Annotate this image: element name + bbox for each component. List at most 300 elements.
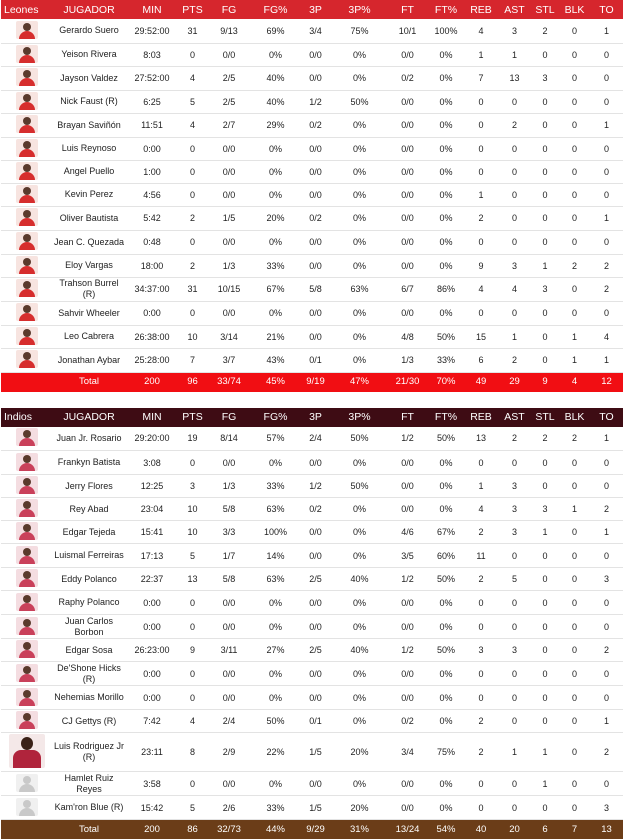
total-stat-cell: 200 (125, 820, 179, 839)
stat-cell: 0 (498, 451, 531, 475)
stat-cell: 3 (590, 568, 623, 591)
stat-cell: 3/14 (206, 325, 252, 348)
stat-cell: 2/5 (299, 639, 332, 662)
stat-cell: 10/1 (387, 19, 428, 43)
stat-cell: 1 (498, 733, 531, 772)
stat-cell: 0/0 (206, 662, 252, 686)
stat-cell: 29% (252, 113, 299, 137)
player-name[interactable]: Jerry Flores (53, 475, 125, 498)
stat-cell: 0/1 (299, 710, 332, 733)
player-photo-icon (16, 303, 38, 321)
player-name[interactable]: Luis Rodriguez Jr (R) (53, 733, 125, 772)
stat-cell: 3/5 (387, 544, 428, 568)
total-row (1, 372, 623, 392)
stat-cell: 0/0 (387, 254, 428, 277)
column-header-min[interactable]: MIN (125, 408, 179, 427)
stat-cell: 3/4 (387, 733, 428, 772)
stat-cell: 0 (590, 183, 623, 206)
stat-cell: 3 (498, 254, 531, 277)
stat-cell: 0 (179, 662, 206, 686)
stat-cell: 1 (531, 733, 559, 772)
stat-cell: 0/2 (299, 113, 332, 137)
stat-cell: 0/0 (387, 113, 428, 137)
player-name[interactable]: Luis Reynoso (53, 137, 125, 160)
stat-cell: 40% (252, 66, 299, 90)
stat-cell: 10 (179, 498, 206, 521)
stat-cell: 7 (464, 66, 498, 90)
stat-cell: 0:00 (125, 686, 179, 710)
stat-cell: 3/7 (206, 348, 252, 372)
player-photo-cell (1, 427, 53, 451)
total-stat-cell: 20 (498, 820, 531, 839)
stat-cell: 0% (332, 686, 387, 710)
player-photo-cell (1, 772, 53, 796)
total-stat-cell: 49 (464, 372, 498, 392)
total-spacer (1, 820, 53, 839)
player-name[interactable]: Edgar Tejeda (53, 521, 125, 544)
player-name[interactable]: Oliver Bautista (53, 206, 125, 230)
stat-cell: 2 (464, 521, 498, 544)
column-header-to[interactable]: TO (590, 0, 623, 19)
stat-cell: 0% (428, 796, 464, 820)
player-name[interactable]: Trahson Burrel (R) (53, 277, 125, 301)
total-spacer (1, 372, 53, 392)
stat-cell: 0% (252, 301, 299, 325)
column-header-ft[interactable]: FT (387, 408, 428, 427)
stat-cell: 0 (464, 113, 498, 137)
stat-cell: 3 (498, 498, 531, 521)
player-name[interactable]: Raphy Polanco (53, 591, 125, 615)
total-stat-cell: 13/24 (387, 820, 428, 839)
stat-cell: 0 (531, 206, 559, 230)
stat-cell: 4 (179, 66, 206, 90)
stat-cell: 0 (590, 591, 623, 615)
stat-cell: 0/0 (387, 686, 428, 710)
stat-cell: 0/0 (387, 301, 428, 325)
player-photo-cell (1, 137, 53, 160)
column-header-ast[interactable]: AST (498, 0, 531, 19)
stat-cell: 40% (332, 639, 387, 662)
column-header-pts[interactable]: PTS (179, 408, 206, 427)
total-stat-cell: 4 (559, 372, 590, 392)
stat-cell: 0 (559, 796, 590, 820)
stat-cell: 0% (428, 183, 464, 206)
player-name[interactable]: Rey Abad (53, 498, 125, 521)
stat-cell: 0 (559, 639, 590, 662)
stat-cell: 2 (464, 710, 498, 733)
column-header-fg-pct[interactable]: FG% (252, 0, 299, 19)
stat-cell: 0 (498, 160, 531, 183)
player-name[interactable]: Brayan Saviñón (53, 113, 125, 137)
stat-cell: 0% (332, 254, 387, 277)
player-name[interactable]: Luismal Ferreiras (53, 544, 125, 568)
stat-cell: 0% (428, 710, 464, 733)
player-name[interactable]: Hamlet Ruiz Reyes (53, 772, 125, 796)
total-stat-cell: 40 (464, 820, 498, 839)
stat-cell: 1/3 (387, 348, 428, 372)
player-name[interactable]: Kam'ron Blue (R) (53, 796, 125, 820)
player-name[interactable]: Frankyn Batista (53, 451, 125, 475)
stat-cell: 0 (559, 686, 590, 710)
table-row (1, 639, 623, 662)
stat-cell: 60% (428, 544, 464, 568)
stat-cell: 0% (428, 772, 464, 796)
player-photo-icon (9, 734, 45, 768)
stat-cell: 6 (464, 348, 498, 372)
player-name[interactable]: Eddy Polanco (53, 568, 125, 591)
stat-cell: 0 (531, 90, 559, 113)
table-row (1, 662, 623, 686)
stat-cell: 0 (498, 591, 531, 615)
stat-cell: 5 (179, 544, 206, 568)
player-name[interactable]: Kevin Perez (53, 183, 125, 206)
stat-cell: 2 (498, 427, 531, 451)
column-header-to[interactable]: TO (590, 408, 623, 427)
player-name[interactable]: Yeison Rivera (53, 43, 125, 66)
player-name[interactable]: Nick Faust (R) (53, 90, 125, 113)
stat-cell: 0 (498, 137, 531, 160)
column-header-fg-pct[interactable]: FG% (252, 408, 299, 427)
stat-cell: 0% (252, 160, 299, 183)
stat-cell: 0% (252, 662, 299, 686)
player-photo-icon (16, 688, 38, 706)
stat-cell: 0 (531, 475, 559, 498)
stat-cell: 3/4 (299, 19, 332, 43)
stat-cell: 1 (498, 325, 531, 348)
column-header-reb[interactable]: REB (464, 0, 498, 19)
stat-cell: 0 (559, 451, 590, 475)
column-header-reb[interactable]: REB (464, 408, 498, 427)
stat-cell: 10/15 (206, 277, 252, 301)
stat-cell: 0/0 (299, 160, 332, 183)
stat-cell: 0 (464, 137, 498, 160)
stat-cell: 3 (179, 475, 206, 498)
stat-cell: 2/5 (299, 568, 332, 591)
stat-cell: 0% (428, 662, 464, 686)
stat-cell: 33% (252, 796, 299, 820)
stat-cell: 0% (428, 591, 464, 615)
table-row (1, 160, 623, 183)
stat-cell: 0% (428, 498, 464, 521)
stat-cell: 0:48 (125, 230, 179, 254)
table-row (1, 348, 623, 372)
player-name[interactable]: Juan Carlos Borbon (53, 615, 125, 639)
stat-cell: 50% (428, 568, 464, 591)
stat-cell: 50% (428, 427, 464, 451)
stat-cell: 18:00 (125, 254, 179, 277)
player-name[interactable]: Gerardo Suero (53, 19, 125, 43)
player-photo-icon (16, 569, 38, 587)
stat-cell: 50% (428, 325, 464, 348)
total-stat-cell: 96 (179, 372, 206, 392)
column-header-3p-pct[interactable]: 3P% (332, 0, 387, 19)
player-name[interactable]: Sahvir Wheeler (53, 301, 125, 325)
player-photo-icon (16, 115, 38, 133)
stat-cell: 0:00 (125, 662, 179, 686)
stat-cell: 4 (179, 113, 206, 137)
player-name[interactable]: Edgar Sosa (53, 639, 125, 662)
table-row (1, 686, 623, 710)
stat-cell: 0% (252, 615, 299, 639)
stat-cell: 23:04 (125, 498, 179, 521)
column-header-pts[interactable]: PTS (179, 0, 206, 19)
stat-cell: 33% (252, 475, 299, 498)
table-row (1, 615, 623, 639)
stat-cell: 0 (590, 137, 623, 160)
stat-cell: 0/0 (299, 183, 332, 206)
stat-cell: 3 (464, 639, 498, 662)
stat-cell: 0 (590, 772, 623, 796)
stat-cell: 63% (332, 277, 387, 301)
stat-cell: 0 (464, 686, 498, 710)
total-stat-cell: 9/29 (299, 820, 332, 839)
column-header-fg[interactable]: FG (206, 0, 252, 19)
stat-cell: 0 (531, 325, 559, 348)
stat-cell: 0% (252, 43, 299, 66)
stat-cell: 0% (252, 591, 299, 615)
stat-cell: 29:52:00 (125, 19, 179, 43)
stat-cell: 0 (559, 90, 590, 113)
stat-cell: 2/7 (206, 113, 252, 137)
stat-cell: 86% (428, 277, 464, 301)
stat-cell: 0% (428, 206, 464, 230)
stat-cell: 4 (498, 277, 531, 301)
column-header-stl[interactable]: STL (531, 0, 559, 19)
column-header-3p[interactable]: 3P (299, 408, 332, 427)
stat-cell: 0/0 (206, 772, 252, 796)
stat-cell: 6/7 (387, 277, 428, 301)
player-photo-icon (16, 68, 38, 86)
stat-cell: 0 (179, 43, 206, 66)
stat-cell: 0/0 (206, 686, 252, 710)
total-label: Total (53, 372, 125, 392)
table-row (1, 772, 623, 796)
stat-cell: 5 (498, 568, 531, 591)
stat-cell: 0/0 (299, 254, 332, 277)
stat-cell: 63% (252, 568, 299, 591)
player-name[interactable]: Angel Puello (53, 160, 125, 183)
stat-cell: 2 (590, 254, 623, 277)
column-header-ast[interactable]: AST (498, 408, 531, 427)
column-header-blk[interactable]: BLK (559, 408, 590, 427)
stat-cell: 1/3 (206, 475, 252, 498)
stat-cell: 0/0 (206, 615, 252, 639)
stat-cell: 0 (559, 475, 590, 498)
stat-cell: 0% (428, 686, 464, 710)
stat-cell: 2 (179, 254, 206, 277)
column-header-jugador[interactable]: JUGADOR (53, 0, 125, 19)
stat-cell: 22% (252, 733, 299, 772)
stat-cell: 2 (531, 19, 559, 43)
player-name[interactable]: Juan Jr. Rosario (53, 427, 125, 451)
stat-cell: 0% (332, 230, 387, 254)
stat-cell: 0 (559, 710, 590, 733)
stat-cell: 1:00 (125, 160, 179, 183)
stat-cell: 0% (332, 113, 387, 137)
stat-cell: 0 (559, 160, 590, 183)
table-row (1, 206, 623, 230)
stat-cell: 0 (498, 662, 531, 686)
stat-cell: 0% (428, 137, 464, 160)
stat-cell: 8:03 (125, 43, 179, 66)
player-name[interactable]: Jean C. Quezada (53, 230, 125, 254)
column-header-3p[interactable]: 3P (299, 0, 332, 19)
stat-cell: 0:00 (125, 301, 179, 325)
stat-cell: 0 (590, 90, 623, 113)
column-header-min[interactable]: MIN (125, 0, 179, 19)
total-stat-cell: 31% (332, 820, 387, 839)
stat-cell: 2 (464, 568, 498, 591)
stat-cell: 11:51 (125, 113, 179, 137)
player-name[interactable]: Leo Cabrera (53, 325, 125, 348)
player-photo-icon (16, 593, 38, 611)
stat-cell: 0/2 (387, 710, 428, 733)
player-photo-cell (1, 348, 53, 372)
stat-cell: 23:11 (125, 733, 179, 772)
stat-cell: 0 (464, 796, 498, 820)
stat-cell: 0/0 (206, 183, 252, 206)
stat-cell: 2 (179, 206, 206, 230)
stat-cell: 31 (179, 277, 206, 301)
stat-cell: 2 (590, 733, 623, 772)
table-row (1, 427, 623, 451)
stat-cell: 0 (498, 615, 531, 639)
total-stat-cell: 54% (428, 820, 464, 839)
stat-cell: 0 (464, 615, 498, 639)
stat-cell: 3:08 (125, 451, 179, 475)
stat-cell: 0 (559, 230, 590, 254)
stat-cell: 0 (531, 568, 559, 591)
player-name[interactable]: Eloy Vargas (53, 254, 125, 277)
stat-cell: 0 (464, 451, 498, 475)
stat-cell: 0 (498, 796, 531, 820)
player-photo-icon (16, 327, 38, 345)
stat-cell: 0/2 (387, 66, 428, 90)
table-row (1, 254, 623, 277)
total-label: Total (53, 820, 125, 839)
leones-boxscore-table (1, 0, 623, 392)
player-name[interactable]: Jayson Valdez (53, 66, 125, 90)
player-name[interactable]: De'Shone Hicks (R) (53, 662, 125, 686)
stat-cell: 0/0 (387, 90, 428, 113)
total-stat-cell: 12 (590, 372, 623, 392)
stat-cell: 3/11 (206, 639, 252, 662)
player-photo-cell (1, 686, 53, 710)
stat-cell: 0/0 (206, 160, 252, 183)
stat-cell: 0/0 (387, 43, 428, 66)
player-photo-icon (16, 208, 38, 226)
stat-cell: 0% (252, 230, 299, 254)
stat-cell: 0% (332, 66, 387, 90)
player-name[interactable]: CJ Gettys (R) (53, 710, 125, 733)
stat-cell: 8 (179, 733, 206, 772)
player-photo-cell (1, 160, 53, 183)
player-photo-cell (1, 325, 53, 348)
stat-cell: 69% (252, 19, 299, 43)
stat-cell: 5 (179, 796, 206, 820)
player-name[interactable]: Nehemias Morillo (53, 686, 125, 710)
column-header-ft-pct[interactable]: FT% (428, 0, 464, 19)
stat-cell: 7 (179, 348, 206, 372)
table-row (1, 451, 623, 475)
stat-cell: 0 (179, 451, 206, 475)
stat-cell: 1/2 (387, 427, 428, 451)
stat-cell: 3 (498, 639, 531, 662)
stat-cell: 0 (464, 301, 498, 325)
stat-cell: 0% (252, 183, 299, 206)
column-header-blk[interactable]: BLK (559, 0, 590, 19)
stat-cell: 0 (531, 137, 559, 160)
stat-cell: 20% (332, 733, 387, 772)
stat-cell: 0/0 (299, 521, 332, 544)
column-header-ft-pct[interactable]: FT% (428, 408, 464, 427)
stat-cell: 1/5 (299, 796, 332, 820)
player-photo-cell (1, 639, 53, 662)
column-header-3p-pct[interactable]: 3P% (332, 408, 387, 427)
stat-cell: 1/2 (387, 568, 428, 591)
stat-cell: 1/2 (387, 639, 428, 662)
table-row (1, 90, 623, 113)
stat-cell: 1/3 (206, 254, 252, 277)
total-stat-cell: 21/30 (387, 372, 428, 392)
player-photo-icon (16, 546, 38, 564)
column-header-fg[interactable]: FG (206, 408, 252, 427)
stat-cell: 0:00 (125, 137, 179, 160)
stat-cell: 0% (428, 160, 464, 183)
stat-cell: 0 (590, 662, 623, 686)
player-photo-icon (16, 453, 38, 471)
stat-cell: 0 (179, 615, 206, 639)
player-photo-cell (1, 230, 53, 254)
column-header-ft[interactable]: FT (387, 0, 428, 19)
player-photo-cell (1, 733, 53, 772)
stat-cell: 8/14 (206, 427, 252, 451)
stat-cell: 0 (590, 230, 623, 254)
stat-cell: 19 (179, 427, 206, 451)
stat-cell: 57% (252, 427, 299, 451)
stat-cell: 0% (428, 475, 464, 498)
placeholder-avatar-icon (16, 798, 38, 816)
stat-cell: 3 (498, 19, 531, 43)
player-name[interactable]: Jonathan Aybar (53, 348, 125, 372)
stat-cell: 0 (464, 772, 498, 796)
stat-cell: 0% (428, 90, 464, 113)
stat-cell: 4 (464, 498, 498, 521)
table-row (1, 498, 623, 521)
stat-cell: 0 (464, 90, 498, 113)
stat-cell: 3 (590, 796, 623, 820)
column-header-stl[interactable]: STL (531, 408, 559, 427)
stat-cell: 0 (559, 43, 590, 66)
stat-cell: 0 (179, 686, 206, 710)
stat-cell: 0 (179, 230, 206, 254)
stat-cell: 0/2 (299, 498, 332, 521)
table-row (1, 733, 623, 772)
stat-cell: 0/0 (206, 451, 252, 475)
stat-cell: 34:37:00 (125, 277, 179, 301)
table-row (1, 591, 623, 615)
stat-cell: 0 (531, 160, 559, 183)
stat-cell: 1/5 (299, 733, 332, 772)
stat-cell: 0 (531, 544, 559, 568)
stat-cell: 0 (498, 183, 531, 206)
stat-cell: 0 (590, 475, 623, 498)
stat-cell: 27:52:00 (125, 66, 179, 90)
stat-cell: 1 (590, 427, 623, 451)
stat-cell: 10 (179, 521, 206, 544)
team-name: Indios (1, 408, 53, 427)
column-header-jugador[interactable]: JUGADOR (53, 408, 125, 427)
